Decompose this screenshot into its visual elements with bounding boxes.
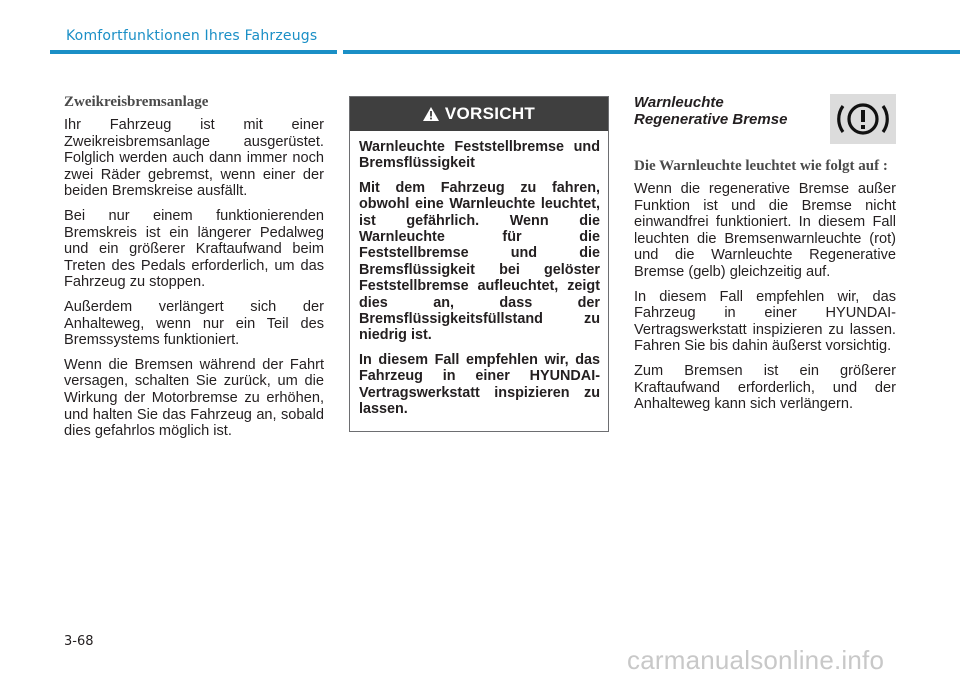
caution-title: Warnleuchte Feststellbremse und Bremsflüssigkeit <box>359 139 600 172</box>
right-paragraph: Wenn die regenerative Bremse außer Funktion ist und die Bremse nicht einwandfrei funktioniert. In diesem Fall leuchten die Bremsenwarnleuchte (rot) und die Warnleuchte Regenerative Bremse (gelb) gleichzeitig auf. <box>634 181 896 280</box>
right-heading-line1: Warnleuchte <box>634 94 724 111</box>
caution-body <box>350 131 608 418</box>
watermark: carmanualsonline.info <box>627 645 885 675</box>
left-paragraph: Bei nur einem funktionierenden Bremskreis ist ein längerer Pedalweg und ein größerer Kraftaufwand beim Treten des Pedals erforderlich, um das Fahrzeug zu stoppen. <box>64 207 324 291</box>
caution-paragraph: In diesem Fall empfehlen wir, das Fahrzeug in einer HYUNDAI-Vertragswerkstatt inspizieren zu lassen. <box>359 351 600 418</box>
right-subheading: Die Warnleuchte leuchtet wie folgt auf : <box>634 158 888 174</box>
right-paragraph: In diesem Fall empfehlen wir, das Fahrzeug in einer HYUNDAI-Vertragswerkstatt inspizieren zu lassen. Fahren Sie bis dahin äußerst vorsichtig. <box>634 288 896 355</box>
warning-triangle-icon <box>423 107 439 121</box>
left-column <box>64 94 324 448</box>
left-heading: Zweikreisbremsanlage <box>64 94 209 110</box>
caution-box <box>349 96 609 432</box>
section-title: Komfortfunktionen Ihres Fahrzeugs <box>66 28 318 44</box>
page-number: 3-68 <box>64 634 94 649</box>
caution-header <box>350 97 608 131</box>
left-paragraph: Wenn die Bremsen während der Fahrt versagen, schalten Sie zurück, um die Wirkung der Motorbremse zu erhöhen, und halten Sie das Fahrzeug an, sobald dies gefahrlos möglich ist. <box>64 356 324 440</box>
header-rule <box>50 50 960 54</box>
regenerative-brake-warning-icon <box>830 94 896 144</box>
caution-label: VORSICHT <box>444 104 536 123</box>
caution-paragraph: Mit dem Fahrzeug zu fahren, obwohl eine Warnleuchte leuchtet, ist gefährlich. Wenn die Warnleuchte für die Feststellbremse und die Bremsflüssigkeit bei gelöster Feststellbremse aufleuchtet, zeigt dies an, dass der Bremsflüssigkeitsfüllstand zu niedrig ist. <box>359 179 600 344</box>
right-heading <box>634 94 787 128</box>
right-paragraph: Zum Bremsen ist ein größerer Kraftaufwand erforderlich, und der Anhalteweg kann sich verlängern. <box>634 362 896 413</box>
left-paragraph: Ihr Fahrzeug ist mit einer Zweikreisbremsanlage ausgerüstet. Folglich werden auch dann immer noch zwei Räder gebremst, wenn einer der beiden Bremskreise ausfällt. <box>64 117 324 200</box>
header-rule-gap <box>337 49 343 55</box>
right-heading-line2: Regenerative Bremse <box>634 111 788 128</box>
left-paragraph: Außerdem verlängert sich der Anhalteweg, wenn nur ein Teil des Bremssystems funktioniert. <box>64 298 324 349</box>
right-heading-block <box>634 94 896 150</box>
right-column <box>634 94 896 421</box>
